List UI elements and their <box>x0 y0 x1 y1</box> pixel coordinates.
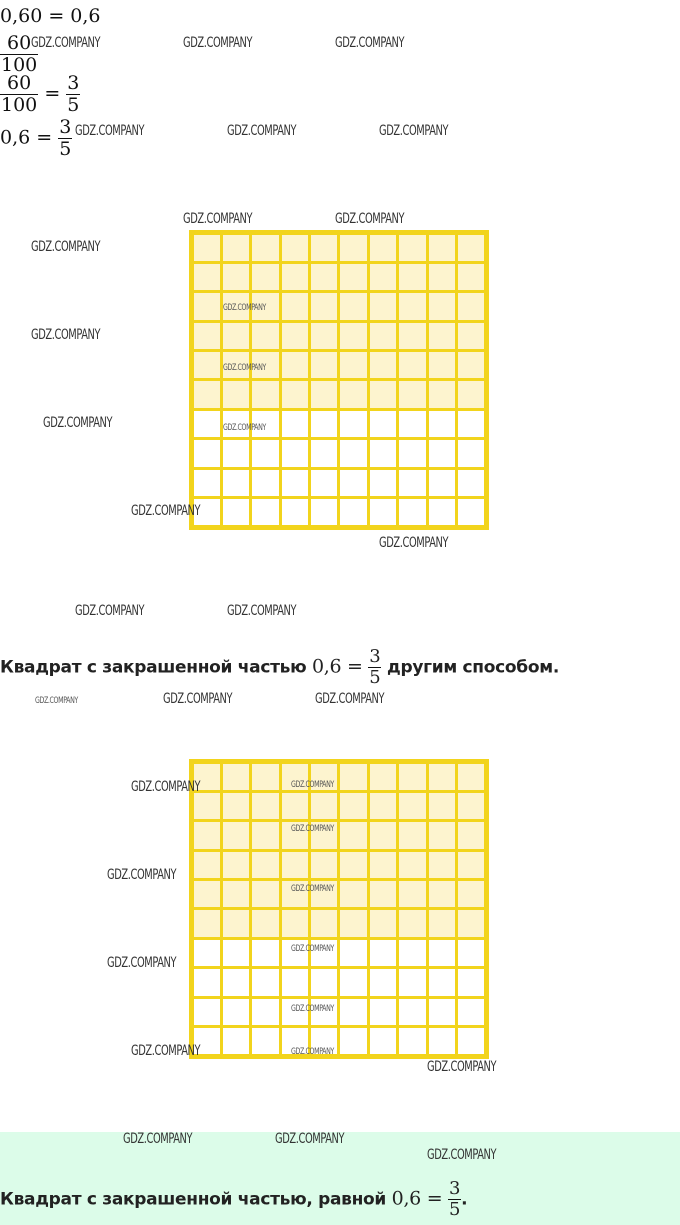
watermark-text: GDZ.COMPANY <box>163 691 233 707</box>
shaded-cell <box>249 790 281 822</box>
shaded-cell <box>455 290 487 322</box>
shaded-cell <box>220 378 252 410</box>
shaded-cell <box>279 232 311 264</box>
watermark-text: GDZ.COMPANY <box>123 1131 193 1147</box>
shaded-cell <box>396 849 428 881</box>
empty-cell <box>191 437 223 469</box>
shaded-cell <box>367 849 399 881</box>
denominator: 100 <box>1 94 38 116</box>
shaded-cell <box>308 878 340 910</box>
shaded-cell <box>308 290 340 322</box>
empty-cell <box>396 1025 428 1057</box>
caption-1 <box>0 648 559 687</box>
shaded-cell <box>337 349 369 381</box>
watermark-text: GDZ.COMPANY <box>223 423 266 433</box>
empty-cell <box>396 437 428 469</box>
shaded-cell <box>220 907 252 939</box>
shaded-cell <box>249 849 281 881</box>
shaded-cell <box>426 907 458 939</box>
equation-1: 0,60 = 0,6 <box>0 5 101 27</box>
shaded-cell <box>279 378 311 410</box>
shaded-cell <box>308 849 340 881</box>
numerator: 3 <box>448 1178 461 1199</box>
empty-cell <box>220 437 252 469</box>
shaded-cell <box>396 819 428 851</box>
denominator: 5 <box>448 1199 461 1220</box>
shaded-cell <box>249 232 281 264</box>
shaded-cell <box>337 849 369 881</box>
empty-cell <box>426 496 458 528</box>
empty-cell <box>455 937 487 969</box>
shaded-cell <box>455 320 487 352</box>
denominator: 100 <box>1 54 38 76</box>
shaded-cell <box>396 232 428 264</box>
shaded-cell <box>337 320 369 352</box>
empty-cell <box>426 408 458 440</box>
shaded-cell <box>426 349 458 381</box>
shaded-cell <box>396 261 428 293</box>
numerator: 3 <box>67 72 80 94</box>
shaded-cell <box>426 849 458 881</box>
empty-cell <box>279 467 311 499</box>
shaded-cell <box>426 232 458 264</box>
shaded-cell <box>337 878 369 910</box>
watermark-text: GDZ.COMPANY <box>131 1043 201 1059</box>
shaded-cell <box>191 261 223 293</box>
shaded-cell <box>337 232 369 264</box>
shaded-cell <box>279 907 311 939</box>
numerator: 60 <box>7 72 32 94</box>
watermark-text: GDZ.COMPANY <box>291 944 334 954</box>
shaded-cell <box>426 320 458 352</box>
shaded-cell <box>249 261 281 293</box>
equation-left: 0,6 = <box>0 126 53 149</box>
shaded-cell <box>279 261 311 293</box>
shaded-cell <box>191 290 223 322</box>
empty-cell <box>279 966 311 998</box>
empty-cell <box>220 1025 252 1057</box>
shaded-cell <box>396 907 428 939</box>
empty-cell <box>455 1025 487 1057</box>
empty-cell <box>249 937 281 969</box>
shaded-cell <box>455 232 487 264</box>
denominator: 5 <box>67 94 80 116</box>
watermark-text: GDZ.COMPANY <box>31 327 101 343</box>
empty-cell <box>455 996 487 1028</box>
shaded-cell <box>455 261 487 293</box>
empty-cell <box>396 966 428 998</box>
empty-cell <box>220 996 252 1028</box>
empty-cell <box>396 408 428 440</box>
empty-cell <box>455 467 487 499</box>
shaded-cell <box>220 790 252 822</box>
watermark-text: GDZ.COMPANY <box>107 867 177 883</box>
shaded-cell <box>308 378 340 410</box>
empty-cell <box>337 1025 369 1057</box>
watermark-text: GDZ.COMPANY <box>291 824 334 834</box>
shaded-cell <box>367 349 399 381</box>
empty-cell <box>455 496 487 528</box>
empty-cell <box>426 1025 458 1057</box>
shaded-cell <box>367 320 399 352</box>
shaded-cell <box>396 790 428 822</box>
empty-cell <box>367 1025 399 1057</box>
empty-cell <box>220 966 252 998</box>
shaded-cell <box>337 819 369 851</box>
shaded-cell <box>191 819 223 851</box>
shaded-cell <box>367 790 399 822</box>
empty-cell <box>337 937 369 969</box>
watermark-text: GDZ.COMPANY <box>335 211 405 227</box>
shaded-cell <box>396 349 428 381</box>
shaded-cell <box>249 320 281 352</box>
caption-2-math: 0,6 = <box>391 1187 443 1210</box>
empty-cell <box>396 496 428 528</box>
empty-cell <box>249 1025 281 1057</box>
watermark-text: GDZ.COMPANY <box>379 535 449 551</box>
square-grid-1 <box>189 230 489 530</box>
shaded-cell <box>367 878 399 910</box>
empty-cell <box>367 437 399 469</box>
shaded-cell <box>279 849 311 881</box>
shaded-cell <box>308 790 340 822</box>
shaded-cell <box>455 378 487 410</box>
empty-cell <box>191 966 223 998</box>
watermark-text: GDZ.COMPANY <box>427 1059 497 1075</box>
shaded-cell <box>337 261 369 293</box>
shaded-cell <box>191 349 223 381</box>
empty-cell <box>426 467 458 499</box>
watermark-text: GDZ.COMPANY <box>315 691 385 707</box>
shaded-cell <box>426 761 458 793</box>
shaded-cell <box>220 878 252 910</box>
shaded-cell <box>249 819 281 851</box>
shaded-cell <box>191 232 223 264</box>
watermark-text: GDZ.COMPANY <box>275 1131 345 1147</box>
shaded-cell <box>220 320 252 352</box>
shaded-cell <box>308 907 340 939</box>
caption-2-tail: . <box>461 1189 468 1210</box>
shaded-cell <box>308 349 340 381</box>
empty-cell <box>337 496 369 528</box>
empty-cell <box>367 467 399 499</box>
empty-cell <box>396 467 428 499</box>
shaded-cell <box>279 290 311 322</box>
shaded-cell <box>279 349 311 381</box>
empty-cell <box>220 496 252 528</box>
shaded-cell <box>220 819 252 851</box>
shaded-cell <box>455 907 487 939</box>
shaded-cell <box>279 320 311 352</box>
shaded-cell <box>308 320 340 352</box>
numerator: 3 <box>369 646 381 667</box>
watermark-text: GDZ.COMPANY <box>75 123 145 139</box>
empty-cell <box>308 437 340 469</box>
empty-cell <box>308 496 340 528</box>
caption-2 <box>0 1180 467 1219</box>
empty-cell <box>396 937 428 969</box>
empty-cell <box>220 937 252 969</box>
shaded-cell <box>220 849 252 881</box>
shaded-cell <box>426 378 458 410</box>
shaded-cell <box>426 790 458 822</box>
shaded-cell <box>220 261 252 293</box>
watermark-text: GDZ.COMPANY <box>223 363 266 373</box>
shaded-cell <box>337 378 369 410</box>
caption-2-text: Квадрат с закрашенной частью, равной <box>0 1189 392 1210</box>
empty-cell <box>308 408 340 440</box>
shaded-cell <box>337 907 369 939</box>
equation-3 <box>0 74 80 115</box>
empty-cell <box>426 437 458 469</box>
shaded-cell <box>455 878 487 910</box>
empty-cell <box>191 408 223 440</box>
watermark-text: GDZ.COMPANY <box>227 603 297 619</box>
empty-cell <box>367 496 399 528</box>
denominator: 5 <box>369 667 381 688</box>
shaded-cell <box>396 320 428 352</box>
empty-cell <box>367 937 399 969</box>
watermark-text: GDZ.COMPANY <box>183 211 253 227</box>
shaded-cell <box>426 819 458 851</box>
shaded-cell <box>191 878 223 910</box>
empty-cell <box>337 467 369 499</box>
watermark-text: GDZ.COMPANY <box>291 1047 334 1057</box>
shaded-cell <box>367 819 399 851</box>
watermark-text: GDZ.COMPANY <box>379 123 449 139</box>
shaded-cell <box>455 761 487 793</box>
shaded-cell <box>367 761 399 793</box>
shaded-cell <box>191 907 223 939</box>
empty-cell <box>191 467 223 499</box>
square-grid-2 <box>189 759 489 1059</box>
watermark-text: GDZ.COMPANY <box>131 503 201 519</box>
watermark-text: GDZ.COMPANY <box>35 696 78 706</box>
watermark-text: GDZ.COMPANY <box>183 35 253 51</box>
shaded-cell <box>426 878 458 910</box>
empty-cell <box>191 996 223 1028</box>
watermark-text: GDZ.COMPANY <box>335 35 405 51</box>
shaded-cell <box>455 349 487 381</box>
caption-1-math: 0,6 = <box>311 655 363 678</box>
numerator: 60 <box>7 32 32 54</box>
empty-cell <box>308 467 340 499</box>
watermark-text: GDZ.COMPANY <box>75 603 145 619</box>
empty-cell <box>337 966 369 998</box>
shaded-cell <box>249 378 281 410</box>
shaded-cell <box>396 378 428 410</box>
shaded-cell <box>220 761 252 793</box>
empty-cell <box>308 966 340 998</box>
empty-cell <box>455 408 487 440</box>
empty-cell <box>337 996 369 1028</box>
shaded-cell <box>308 261 340 293</box>
empty-cell <box>337 408 369 440</box>
watermark-text: GDZ.COMPANY <box>107 955 177 971</box>
empty-cell <box>396 996 428 1028</box>
shaded-cell <box>249 878 281 910</box>
empty-cell <box>337 437 369 469</box>
empty-cell <box>249 467 281 499</box>
empty-cell <box>279 437 311 469</box>
shaded-cell <box>249 907 281 939</box>
watermark-text: GDZ.COMPANY <box>427 1147 497 1163</box>
shaded-cell <box>455 790 487 822</box>
empty-cell <box>426 996 458 1028</box>
shaded-cell <box>396 290 428 322</box>
empty-cell <box>367 966 399 998</box>
shaded-cell <box>191 320 223 352</box>
watermark-text: GDZ.COMPANY <box>291 884 334 894</box>
watermark-text: GDZ.COMPANY <box>291 780 334 790</box>
shaded-cell <box>337 790 369 822</box>
watermark-text: GDZ.COMPANY <box>223 303 266 313</box>
shaded-cell <box>367 907 399 939</box>
empty-cell <box>249 966 281 998</box>
shaded-cell <box>191 849 223 881</box>
empty-cell <box>249 496 281 528</box>
shaded-cell <box>426 290 458 322</box>
shaded-cell <box>367 378 399 410</box>
shaded-cell <box>308 232 340 264</box>
watermark-text: GDZ.COMPANY <box>31 239 101 255</box>
shaded-cell <box>455 849 487 881</box>
watermark-text: GDZ.COMPANY <box>131 779 201 795</box>
empty-cell <box>249 437 281 469</box>
watermark-text: GDZ.COMPANY <box>43 415 113 431</box>
shaded-cell <box>396 761 428 793</box>
empty-cell <box>455 966 487 998</box>
shaded-cell <box>279 790 311 822</box>
shaded-cell <box>249 761 281 793</box>
shaded-cell <box>337 761 369 793</box>
empty-cell <box>426 937 458 969</box>
shaded-cell <box>426 261 458 293</box>
shaded-cell <box>337 290 369 322</box>
watermark-text: GDZ.COMPANY <box>31 35 101 51</box>
empty-cell <box>279 496 311 528</box>
denominator: 5 <box>59 138 72 160</box>
watermark-text: GDZ.COMPANY <box>227 123 297 139</box>
empty-cell <box>367 408 399 440</box>
shaded-cell <box>396 878 428 910</box>
empty-cell <box>220 467 252 499</box>
equation-4 <box>0 118 72 159</box>
numerator: 3 <box>59 116 72 138</box>
shaded-cell <box>220 232 252 264</box>
empty-cell <box>191 937 223 969</box>
shaded-cell <box>279 878 311 910</box>
caption-1-tail: другим способом. <box>381 657 559 678</box>
shaded-cell <box>367 290 399 322</box>
shaded-cell <box>367 232 399 264</box>
empty-cell <box>249 996 281 1028</box>
caption-1-text: Квадрат с закрашенной частью <box>0 657 312 678</box>
shaded-cell <box>191 378 223 410</box>
equals-sign: = <box>44 82 61 105</box>
empty-cell <box>279 408 311 440</box>
empty-cell <box>367 996 399 1028</box>
shaded-cell <box>455 819 487 851</box>
empty-cell <box>426 966 458 998</box>
shaded-cell <box>367 261 399 293</box>
empty-cell <box>455 437 487 469</box>
watermark-text: GDZ.COMPANY <box>291 1004 334 1014</box>
